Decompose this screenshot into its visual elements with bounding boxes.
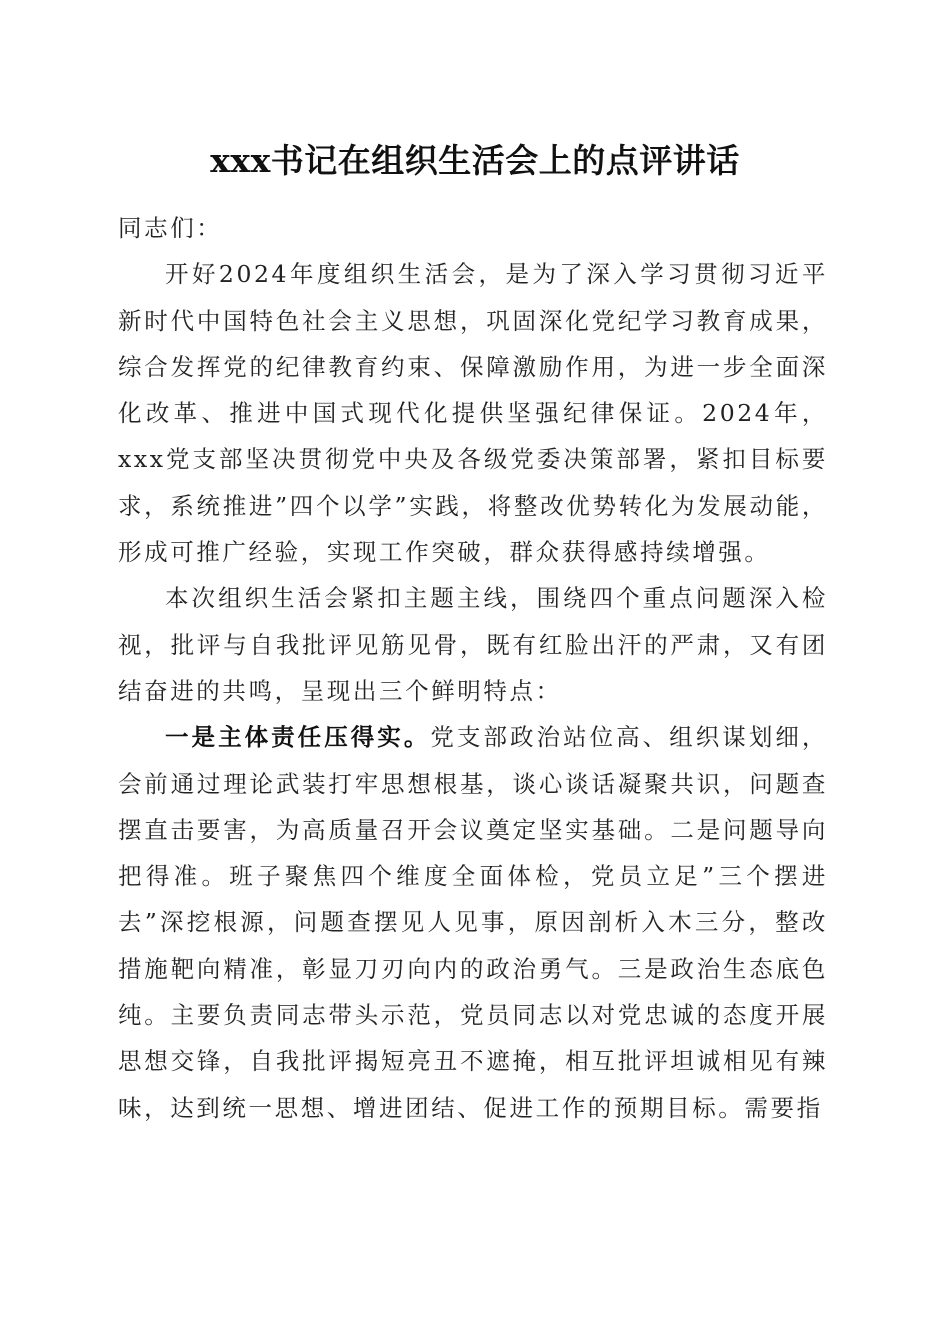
paragraph-3-body: 党支部政治站位高、组织谋划细，会前通过理论武装打牢思想根基，谈心谈话凝聚共识，问题查摆直击要害，为高质量召开会议奠定坚实基础。二是问题导向把得准。班子聚焦四个维度全面体检，党员立足”三个摆进去”深挖根源，问题查摆见人见事，原因剖析入木三分，整改措施靶向精准，彰显刀刃向内的政治勇气。三是政治生态底色纯。主要负责同志带头示范，党员同志以对党忠诚的态度开展思想交锋，自我批评揭短亮丑不遮掩，相互批评坦诚相见有辣味，达到统一思想、增进团结、促进工作的预期目标。需要指 xyxy=(118,723,828,1122)
salutation: 同志们： xyxy=(118,214,223,242)
document-title: xxx书记在组织生活会上的点评讲话 xyxy=(210,141,740,180)
paragraph-3 xyxy=(118,714,828,1131)
paragraph-1: 开好2024年度组织生活会，是为了深入学习贯彻习近平新时代中国特色社会主义思想，巩固深化党纪学习教育成果，综合发挥党的纪律教育约束、保障激励作用，为进一步全面深化改革、推进中国式现代化提供坚强纪律保证。2024年，xxx党支部坚决贯彻党中央及各级党委决策部署，紧扣目标要求，系统推进”四个以学”实践，将整改优势转化为发展动能，形成可推广经验，实现工作突破，群众获得感持续增强。 xyxy=(118,260,828,567)
document-body xyxy=(118,205,828,1131)
paragraph-2: 本次组织生活会紧扣主题主线，围绕四个重点问题深入检视，批评与自我批评见筋见骨，既有红脸出汗的严肃，又有团结奋进的共鸣，呈现出三个鲜明特点： xyxy=(118,584,828,705)
paragraph-3-lead: 一是主体责任压得实。 xyxy=(165,723,431,752)
